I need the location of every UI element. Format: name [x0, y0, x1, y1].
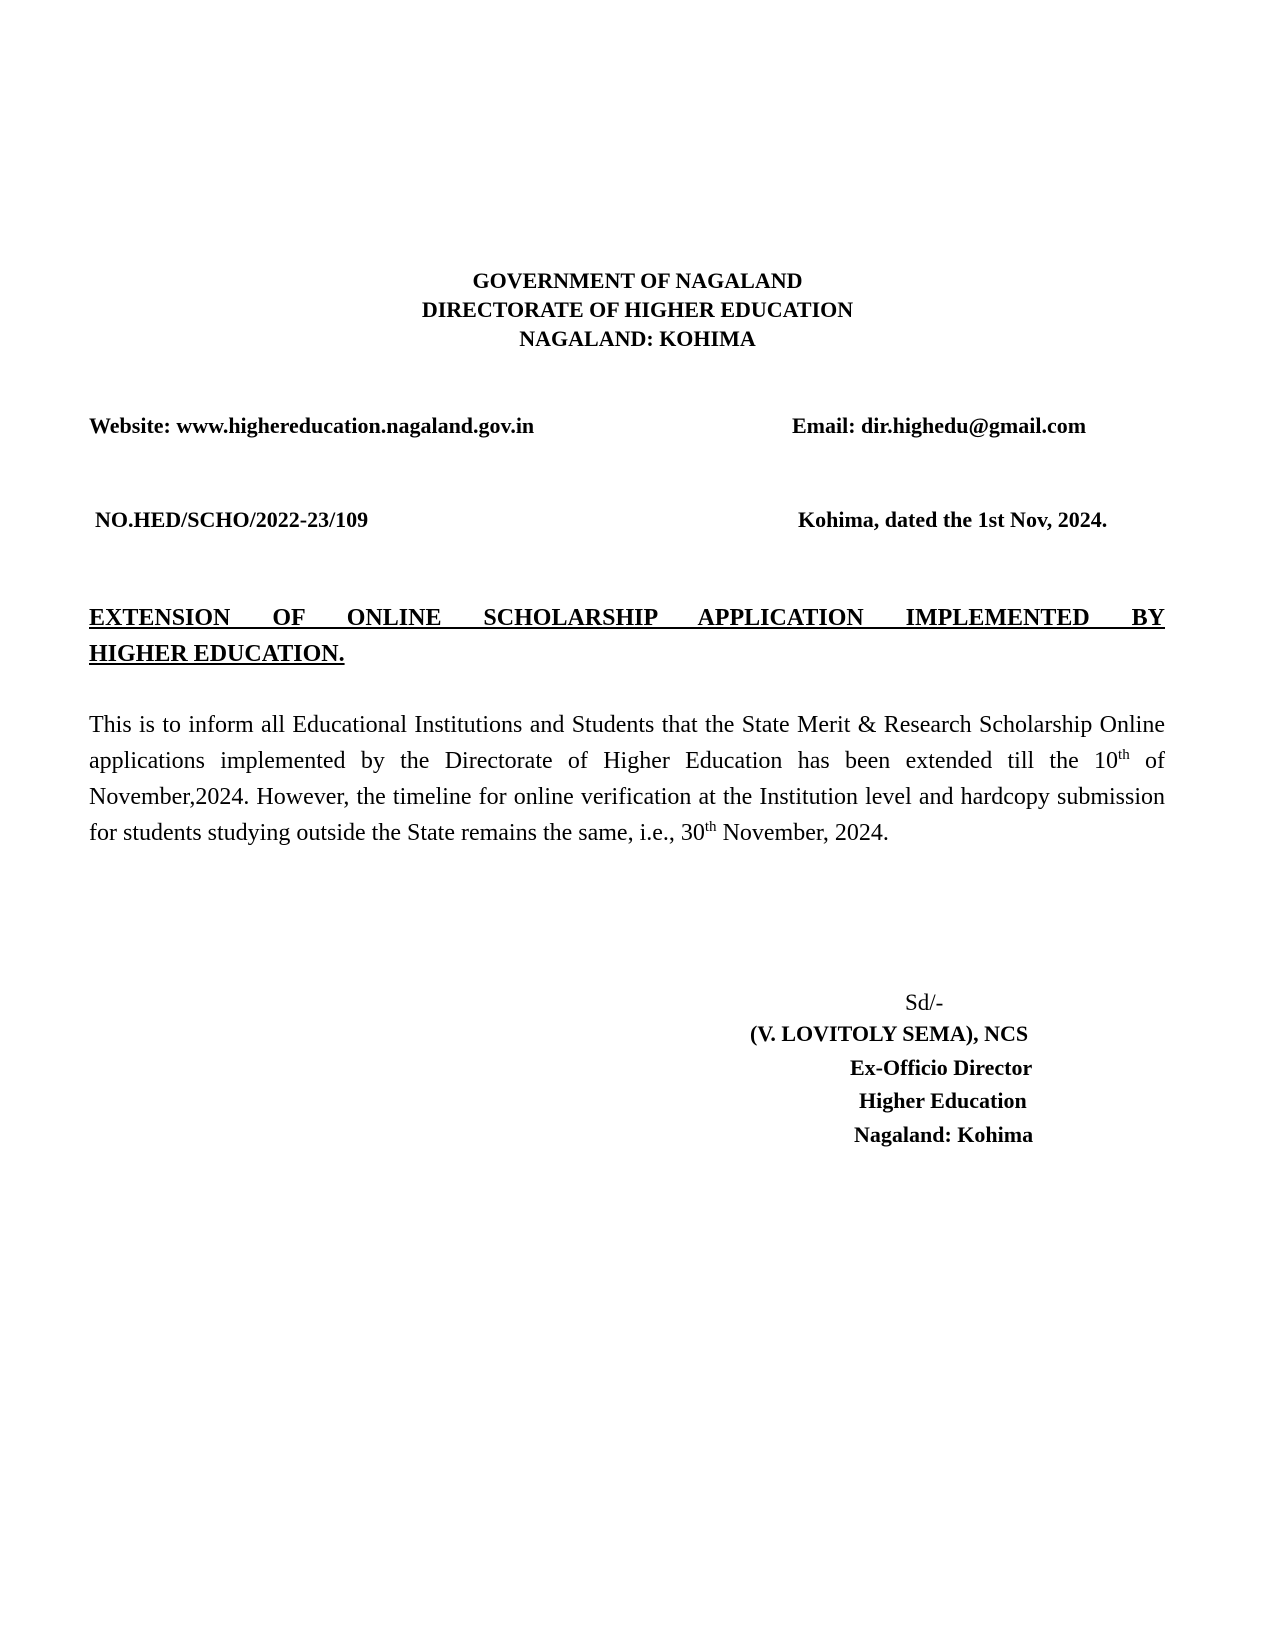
website-text: Website: www.highereducation.nagaland.gov.in [89, 413, 535, 438]
body-text-part-2: of November,2024. However, the timeline for online verification at the Institution level and hardcopy submission for students studying outside the State remains the same, i.e., 30 [89, 748, 1165, 846]
ordinal-suffix-1: th [1118, 747, 1130, 763]
ordinal-suffix-2: th [704, 819, 717, 835]
subject-line-1: EXTENSION OF ONLINE SCHOLARSHIP APPLICATION IMPLEMENTED BY [89, 605, 1165, 631]
body-text-part-1: This is to inform all Educational Institutions and Students that the State Merit & Research Scholarship Online applications implemented by the Directorate of Higher Education has been extended till the 10 [89, 712, 1165, 774]
date-line: Kohima, dated the 1st Nov, 2024. [798, 507, 1108, 532]
notice-body [89, 707, 1165, 851]
letterhead-government: GOVERNMENT OF NAGALAND [472, 268, 803, 293]
letterhead-location: NAGALAND: KOHIMA [519, 326, 756, 351]
letterhead-directorate: DIRECTORATE OF HIGHER EDUCATION [421, 297, 854, 322]
letterhead [0, 266, 1275, 353]
signatory-name: (V. LOVITOLY SEMA), NCS [750, 1021, 1029, 1046]
subject-line-2: HIGHER EDUCATION. [89, 641, 345, 667]
signatory-place: Nagaland: Kohima [854, 1122, 1034, 1147]
signature-sd: Sd/- [905, 990, 944, 1015]
reference-number: NO.HED/SCHO/2022-23/109 [95, 507, 369, 532]
signatory-department: Higher Education [859, 1088, 1027, 1113]
email-text: Email: dir.highedu@gmail.com [792, 413, 1087, 438]
subject-heading [89, 600, 1165, 672]
signatory-title: Ex-Officio Director [850, 1055, 1033, 1080]
body-text-part-3: November, 2024. [716, 820, 889, 846]
